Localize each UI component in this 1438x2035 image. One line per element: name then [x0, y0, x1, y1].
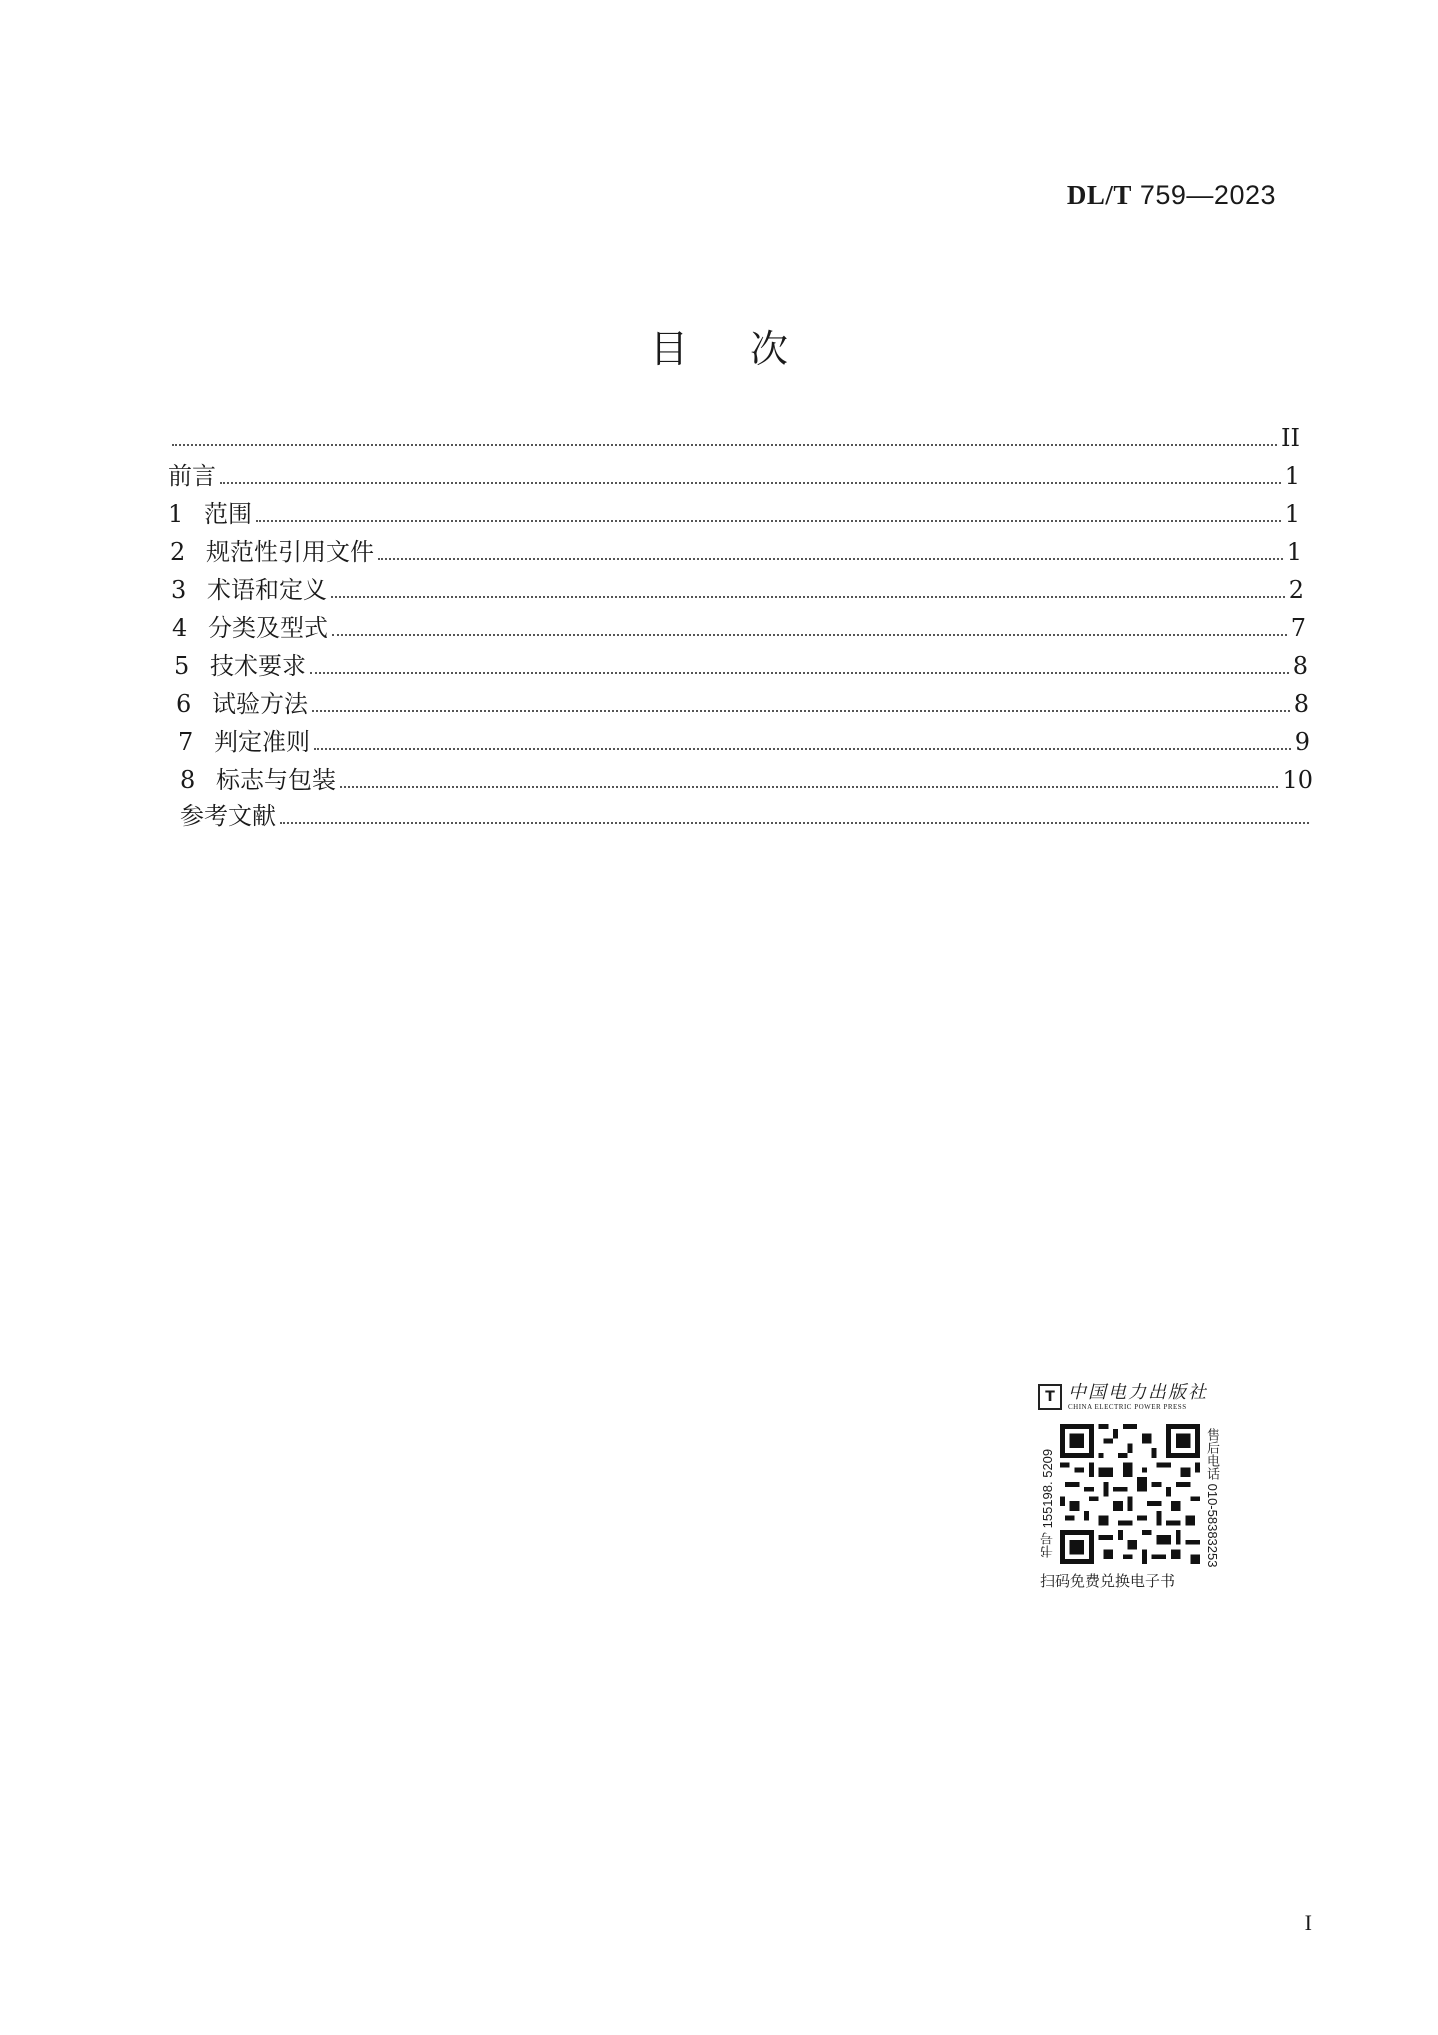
toc-row[interactable] [172, 614, 1306, 642]
standard-code: 759—2023 [1139, 180, 1276, 210]
toc-number: 2 [170, 538, 186, 566]
toc-row[interactable] [174, 652, 1308, 680]
toc-row[interactable] [170, 538, 1302, 566]
publisher-name-en: CHINA ELECTRIC POWER PRESS [1068, 1402, 1187, 1411]
toc-number: 1 [168, 500, 184, 528]
toc-row[interactable] [180, 802, 1313, 830]
toc-row[interactable] [180, 766, 1313, 794]
toc-number: 7 [178, 728, 194, 756]
toc-row[interactable] [168, 462, 1300, 490]
standard-number [1067, 180, 1276, 211]
publisher-header [1038, 1380, 1222, 1414]
toc-row[interactable] [171, 576, 1304, 604]
toc-leader-dots [314, 748, 1291, 750]
standard-prefix: DL/T [1066, 180, 1132, 210]
toc-title-char-1: 目 [649, 327, 688, 371]
publisher-qr-stamp [1038, 1380, 1222, 1600]
toc-leader-dots [331, 596, 1285, 598]
toc-title [0, 318, 1438, 373]
toc-page: 2 [1288, 576, 1304, 604]
toc-label: 规范性引用文件 [206, 538, 374, 566]
toc-label: 技术要求 [210, 652, 306, 680]
toc-number: 6 [176, 690, 192, 718]
toc-row[interactable] [176, 690, 1309, 718]
toc-leader-dots [312, 710, 1290, 712]
toc-title-char-2: 次 [750, 327, 789, 371]
toc-page: 8 [1292, 652, 1308, 680]
toc-label: 范围 [204, 500, 252, 528]
toc-row[interactable] [168, 424, 1300, 452]
toc-page: 7 [1290, 614, 1306, 642]
toc-leader-dots [332, 634, 1287, 636]
toc-number: 3 [171, 576, 187, 604]
toc-page: 9 [1294, 728, 1310, 756]
toc-leader-dots [378, 558, 1283, 560]
toc-leader-dots [340, 786, 1278, 788]
toc-label: 参考文献 [180, 802, 276, 830]
toc-label: 试验方法 [212, 690, 308, 718]
toc-row[interactable] [168, 500, 1300, 528]
page-number: I [1304, 1910, 1312, 1935]
toc-page: II [1281, 424, 1300, 452]
publisher-name [1068, 1381, 1208, 1411]
toc-leader-dots [220, 482, 1281, 484]
toc-row[interactable] [178, 728, 1310, 756]
toc-label: 判定准则 [214, 728, 310, 756]
toc-label: 分类及型式 [208, 614, 328, 642]
publisher-name-cn: 中国电力出版社 [1068, 1381, 1208, 1403]
qr-caption: 扫码免费兑换电子书 [1040, 1572, 1176, 1590]
toc-label: 标志与包装 [216, 766, 336, 794]
toc-number: 5 [174, 652, 190, 680]
toc-number: 8 [180, 766, 196, 794]
qr-code-icon[interactable] [1060, 1424, 1200, 1564]
toc-label: 术语和定义 [207, 576, 327, 604]
toc-leader-dots [280, 822, 1309, 824]
toc-leader-dots [310, 672, 1289, 674]
after-sales-phone: 售后电话 010-58383253 [1205, 1428, 1220, 1568]
toc-leader-dots [172, 444, 1277, 446]
toc-page: 8 [1293, 690, 1309, 718]
toc-page: 1 [1284, 462, 1300, 490]
toc-page: 1 [1284, 500, 1300, 528]
toc-page: 10 [1282, 766, 1313, 794]
toc-leader-dots [256, 520, 1281, 522]
book-number: 书号 155198. 5209 [1040, 1448, 1055, 1558]
toc-number: 4 [172, 614, 188, 642]
toc-label: 前言 [168, 462, 216, 490]
publisher-logo-icon: T [1038, 1384, 1062, 1410]
toc-page: 1 [1286, 538, 1302, 566]
